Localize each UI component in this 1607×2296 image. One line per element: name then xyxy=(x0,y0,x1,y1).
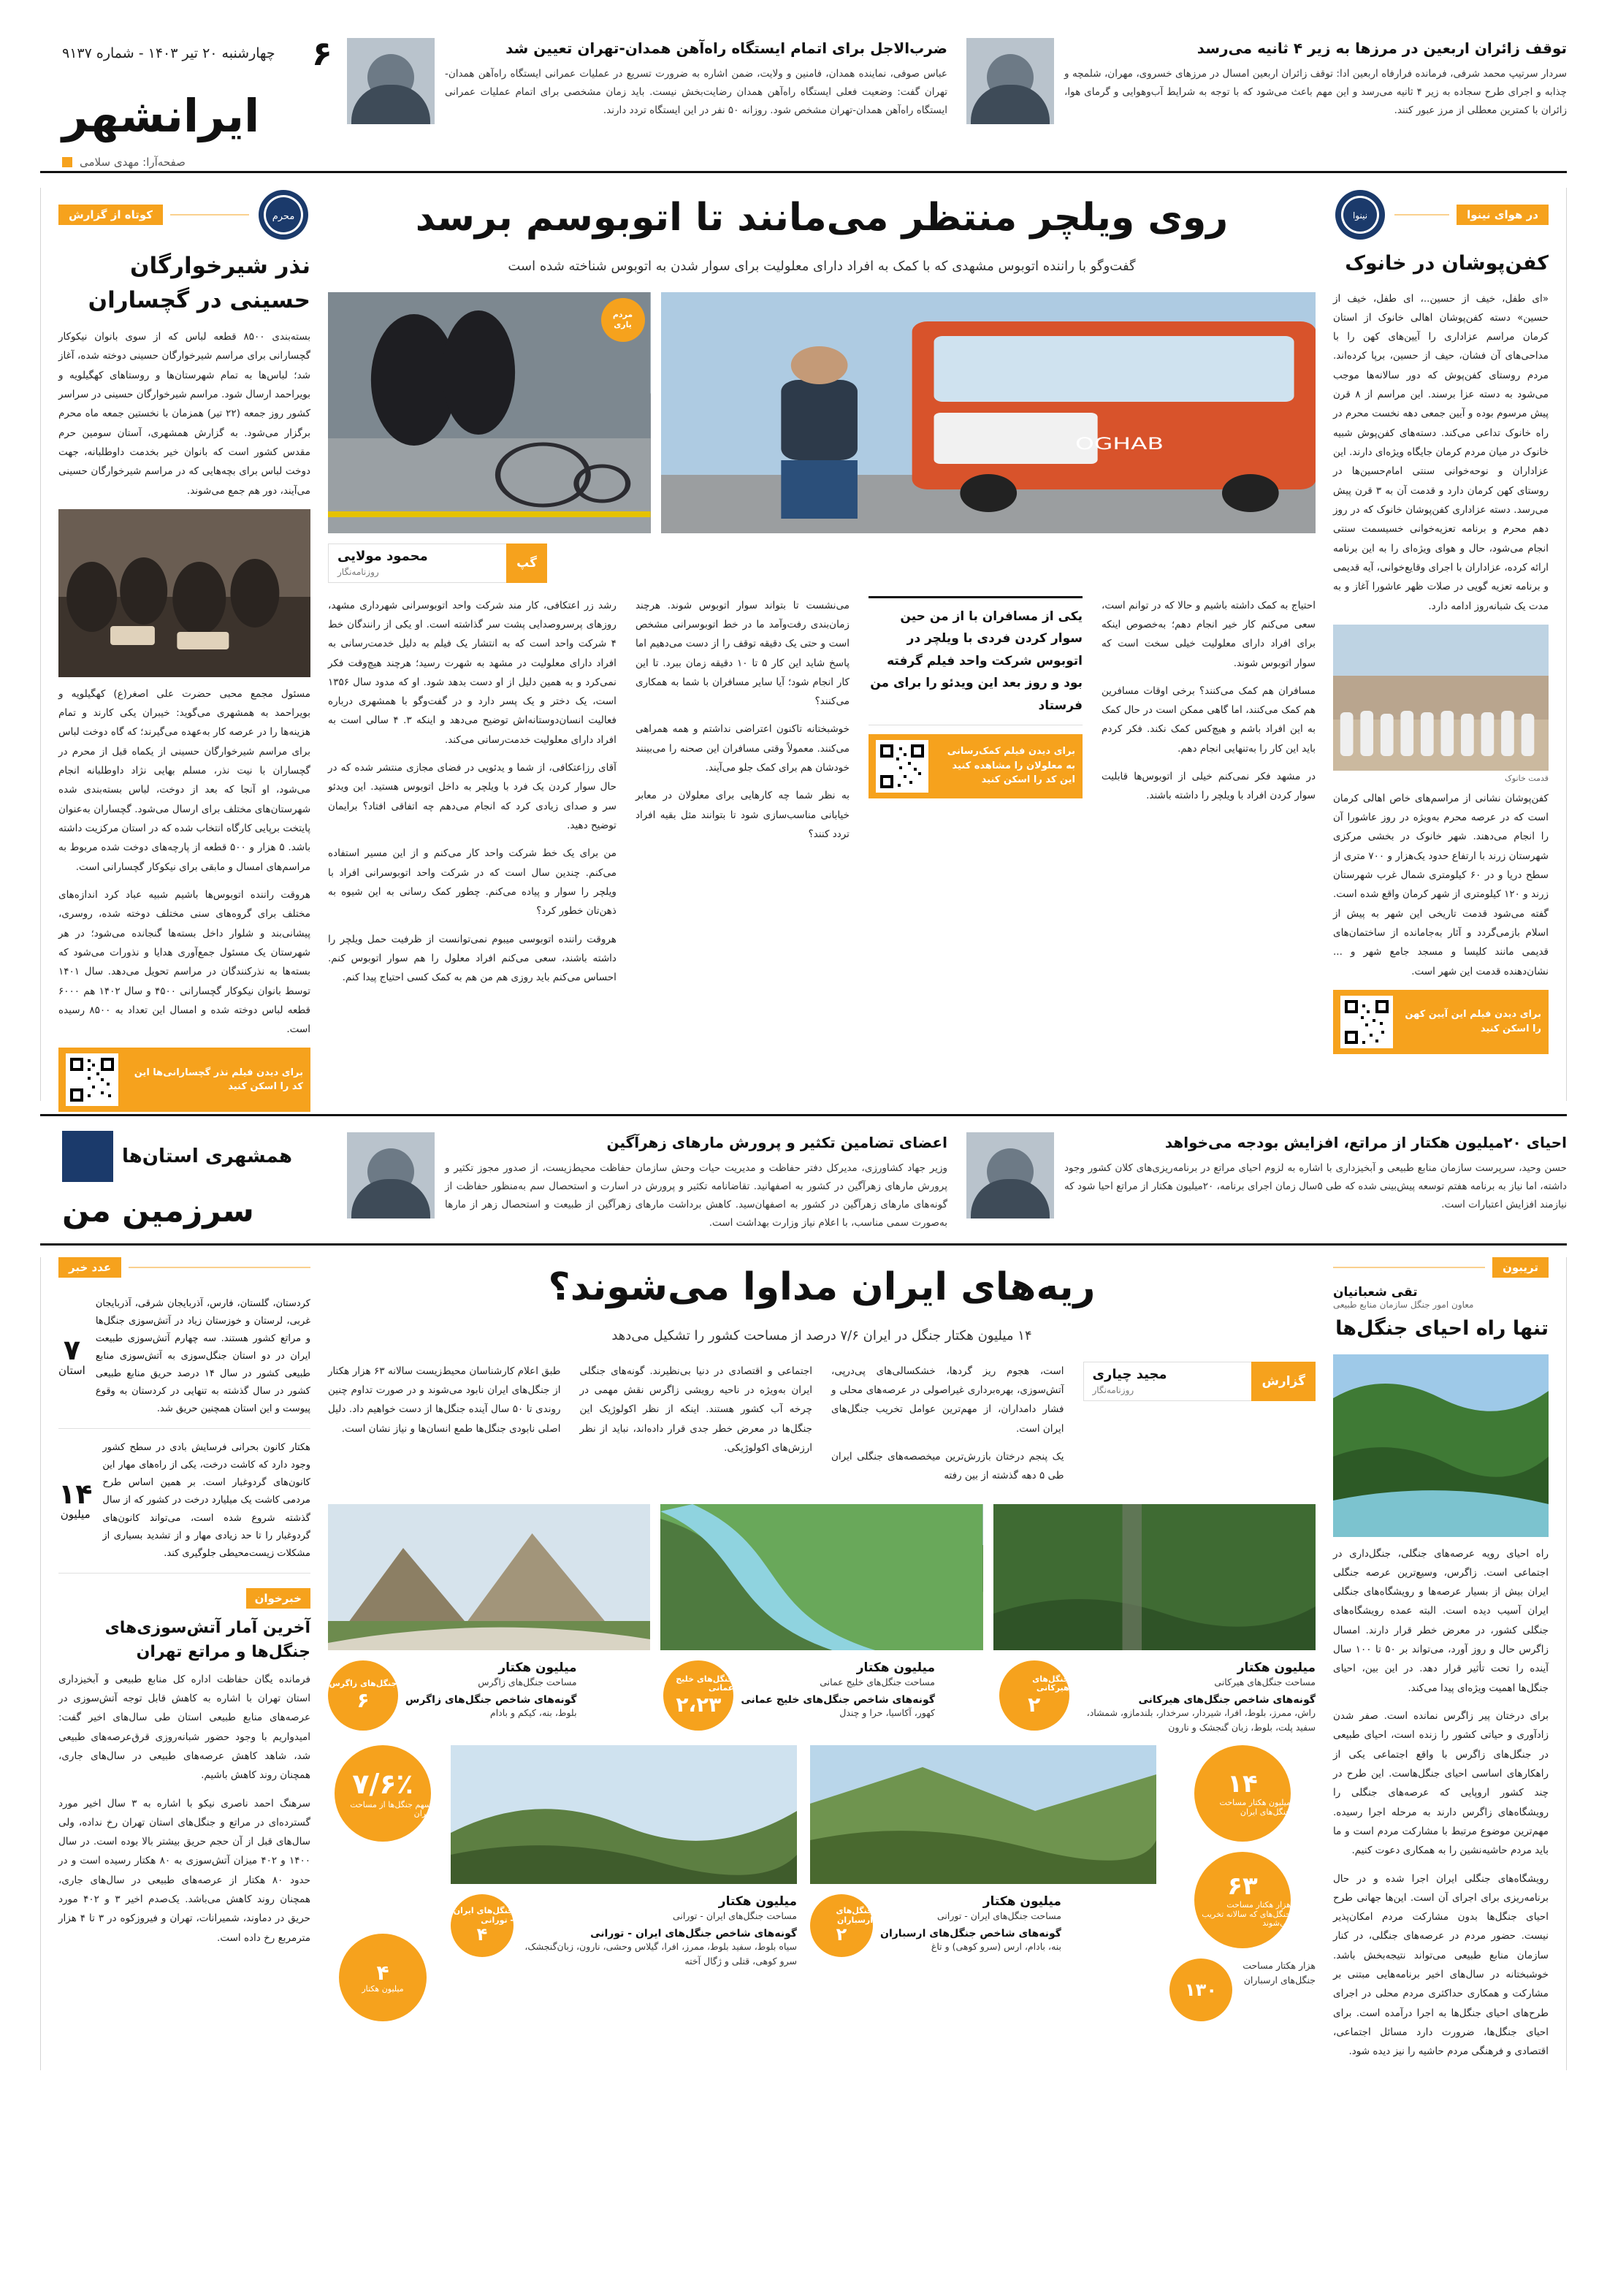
qr-label: برای دیدن فیلم نذر گچسارانی‌ها این کد را اسکن کنید xyxy=(134,1067,303,1093)
column-numbers xyxy=(40,1257,310,2070)
stat-text: هکتار کانون بحرانی فرسایش بادی در سطح کشور وجود دارد که کاشت درخت، یکی از راه‌های مهار این کانون‌های گردوغبار است. بر همین اساس طرح مردمی کاشت یک میلیارد درخت در کشور که از سال گذشته شروع شده است، می‌تواند کانون‌های گردوغبار را تا حد زیادی مهار و از تشدید بسیاری از مشکلات زیست‌محیطی جلوگیری کند. xyxy=(102,1442,310,1559)
stat-text: کردستان، گلستان، فارس، آذربایجان شرقی، آذربایجان غربی، لرستان و خوزستان زیاد در آتش‌سوزی جنگل‌ها و مراتع کشور هستند. سه چهارم آتش‌سوزی طبیعت ایران در دو استان جنگل‌سوزی به آتش‌سوزی منابع طبیعی کشور در سال ۱۴ درصد حریق منابع طبیعی کشور در سال گذشته به تنهایی در کردستان به وقوع پیوست و این استان همچنین حریق شد. xyxy=(95,1298,310,1415)
stat-circle-share xyxy=(335,1745,431,1842)
stat-badge: جنگل‌های ارسباران xyxy=(836,1906,873,1925)
photo-iran-turanian xyxy=(451,1745,797,1884)
upper-section xyxy=(40,188,1567,1101)
paragraph: «ای طفل، خیف از حسین..، ای طفل، خیف از حسین» دسته کفن‌پوشان اهالی خانوک از استان کرمان مراسم عزاداری را آیین‌های کهن را با مداحی‌های آن فشان، حیف از حسین، برپا کرده‌اند. مردم روستای کفن‌پوش که دور سالانه‌ها موجب می‌شود به دسته عزا برسند. این مراسم از ۸ قرن پیش مرسوم بوده و آیین جمعی دهه نخست محرم در راه خانوک تداعی می‌کند. دسته‌های کفن‌پوش شبیه خانوک در میان مردم کرمان جایگاه ویژه‌ای دارند. این عزاداران و نوحه‌خوانی سنتی امام‌حسین‌ها در روستای کهن کرمان دارد و قدمت آن به ۳ قرن پیش می‌رسد. دسته عزاداری کفن‌پوشان خانوک که در روز دهم محرم و برنامه تعزیه‌خوانی خسیسمت سنتی انجام می‌شود، حال و هوای ویژه‌ای را به این برنامه ارائه کرده، عزاداران با اجرای وقایع‌خوانی، آیه قدیمی و برنامه تعزیه گویی در صلات ظهر عاشورا آغاز و به مدت یک شبانه‌روز ادامه دارد. xyxy=(1333,292,1549,612)
species-title: گونه‌های شاخص جنگل‌های زاگرس xyxy=(405,1694,577,1706)
stat-badge: جنگل‌های خلیج عمانی xyxy=(676,1674,734,1693)
column-gachsaran xyxy=(40,188,310,1101)
svg-text:محرم: محرم xyxy=(272,211,295,222)
flag-label: در هوای نینوا xyxy=(1457,205,1549,225)
svg-text:نینوا: نینوا xyxy=(1352,210,1368,221)
species-title: گونه‌های شاخص جنگل‌های خلیج عمانی xyxy=(741,1694,935,1706)
newsfeed-label: خبرخوان xyxy=(246,1588,310,1609)
paragraph: رویشگاه‌های جنگلی ایران اجرا شده و در حال برنامه‌ریزی برای اجرای آن است. این‌ها جهانی طرح احیای جنگل‌ها بدون مشارکت مردم امکان‌پذیر نیست. حضور مردم در عرصه‌های جنگلی، در کنار سازمان منابع طبیعی می‌تواند نتیجه‌بخش باشد. خوشبختانه در سال‌های اخیر برنامه‌هایی مبتنی بر مشارکت و همکاری حداکثری مردم محلی در اجرای طرح‌های احیای جنگل‌ها به اجرا درآمده است. برای احیای جنگل‌ها، ضرورت دارد مسائل اجتماعی، اقتصادی و فرهنگی مردم حاشیه را نیز دیده شود. xyxy=(1333,1872,1549,2058)
brand-subtitle: سرزمین من xyxy=(62,1192,254,1229)
photo-arasbaran xyxy=(810,1745,1156,1884)
qr-code[interactable] xyxy=(876,740,928,793)
brief-text: عباس صوفی، نماینده همدان، فامنین و ولایت، ضمن اشاره به ضرورت تسریع در عملیات عمرانی ایستگاه راه‌آهن همدان-تهران گفت: وضعیت فعلی ایستگاه راه‌آهن همدان رضایت‌بخش نیست. باید زمان مشخصی برای اتمام عملیات عمرانی ایستگاه راه‌آهن همدان-تهران مشخص شود. روزانه ۵۰ نفر در این ایستگاه تردد دارند. xyxy=(445,68,947,116)
paragraph: من برای یک خط شرکت واحد کار می‌کنم و از این مسیر استفاده می‌کنم. چندین سال است که در شرکت واحد اتوبوسرانی افراد با ویلچر را سوار و پیاده می‌کنم. چطور کمک رسانی به این شیوه به ذهن‌تان خطور کرد؟ xyxy=(328,847,617,918)
forest-byline xyxy=(1083,1362,1316,1401)
stat-number: ۷ xyxy=(63,1334,81,1367)
stat-label: مساحت جنگل‌های زاگرس xyxy=(478,1677,577,1688)
tribune-role: معاون امور جنگل سازمان منابع طبیعی xyxy=(1333,1300,1474,1310)
brief-title: توقف زائران اربعین در مرزها به زیر ۴ ثانیه می‌رسد xyxy=(1196,39,1567,57)
brand-square-icon xyxy=(62,1131,113,1182)
forest-stat xyxy=(328,1660,644,1735)
stat-number: ۷/۶٪ xyxy=(352,1767,413,1800)
article-title: کفن‌پوشان در خانوک xyxy=(1345,252,1549,275)
stat-number: ۶۳ xyxy=(1227,1871,1258,1901)
column-khanok xyxy=(1333,188,1567,1101)
paragraph: رشد زر اعتکافی، کار مند شرکت واحد اتوبوسرانی شهرداری مشهد، روزهای پرسروصدایی پشت سر گذاشته است. او یکی از رانندگان خط ۴ شرکت واحد است که به انتشار یک فیلم به دلیل خدمت‌رسانی به افراد دارای معلولیت در مشهد به شهرت رسید؛ هرچند هیچ‌وقت فکر نمی‌کرد و به همین دلیل از او دست بدهد شود. او که مدود سال ۱۳۵۶ است، یک دختر و یک پسر دارد و در گفت‌وگو با همشهری درباره فعالیت انسان‌دوستانه‌اش توضیح می‌دهد و اینکه ۳. ۴ سالی است به افراد دارای معلولیت خدمت‌رسانی می‌کند. xyxy=(328,599,617,746)
paragraph: هروقت راننده اتوبوس‌ها باشیم شبیه عباد کرد اندازه‌های مختلف برای گروه‌های سنی مختلف دوخته شده، روسری، پیشانی‌بند و شلوار داخل بسته‌ها گنجانده می‌شود؛ در هر شهرستان یک مسئول جمع‌آوری هدایا و نذورات می‌شود که بسته‌ها به نذرکنندگان در مراسم تحویل می‌دهد. سال ۱۴۰۱ توسط بانوان نیکوکار گچسارانی ۴۵۰۰ و سال ۱۴۰۲ هم ۶۰۰۰ قطعه لباس دوخته شده و امسال این تعداد به ۸۵۰۰ رسیده است. xyxy=(58,888,311,1036)
stat-unit: میلیون هکتار xyxy=(1237,1660,1316,1676)
paragraph: می‌نشست تا بتواند سوار اتوبوس شوند. هرچند زمان‌بندی رفت‌وآمد ما در خط اتوبوسرانی مشخص است و حتی یک دقیقه توقف را از دست می‌دهیم اما پاسخ شاید این کار ۵ تا ۱۰ دقیقه زمان ببرد. تا این کار انجام شود؛ آیا سایر مسافران با شما به همکاری می‌کنند؟ xyxy=(635,599,850,708)
bus-byline xyxy=(328,544,547,583)
qr-code[interactable] xyxy=(1340,996,1393,1048)
bus-body-columns xyxy=(328,596,1316,996)
qr-code[interactable] xyxy=(66,1053,118,1106)
newsfeed-title: آخرین آمار آتش‌سوزی‌های جنگل‌ها و مراتع تهران xyxy=(104,1618,310,1661)
qr-box-khanok[interactable] xyxy=(1333,990,1549,1054)
brief-item xyxy=(347,1132,947,1232)
photo-gachsaran xyxy=(58,509,310,677)
paragraph: است، هجوم ریز گردها، خشکسالی‌های پی‌در‌پی، آتش‌سوزی، بهره‌برداری غیراصولی در عرصه‌های محلی و فشار دامداران، از مهم‌ترین عوامل تخریب جنگل‌های ایران است. xyxy=(831,1365,1064,1435)
stat-number: ۶ xyxy=(356,1687,370,1712)
brief-item xyxy=(347,38,947,124)
byline-label: گپ xyxy=(506,544,547,583)
stat-unit: میلیون هکتار xyxy=(856,1660,935,1676)
paragraph: هروقت راننده اتوبوسی میبوم نمی‌توانست از ظرفیت حمل ویلچر را داشته باشند، سعی می‌کنم افراد معلول را هم سوار اتوبوس کنم. احساس می‌کنم باید روزی هم من هم به کمک کسی احتیاج پیدا کنم. xyxy=(328,933,617,984)
photo-bus-driver xyxy=(661,292,1316,533)
stat-unit: میلیون هکتار xyxy=(362,1984,404,1994)
stat-label: مساحت جنگل‌های ایران - تورانی xyxy=(936,1910,1061,1922)
species-title: گونه‌های شاخص جنگل‌های هیرکانی xyxy=(1138,1694,1316,1706)
stat-unit: میلیون هکتار xyxy=(498,1660,577,1676)
forest-stat xyxy=(999,1660,1316,1735)
forest-headline: ریه‌های ایران مداوا می‌شوند؟ xyxy=(548,1265,1096,1309)
stat-unit: میلیون هکتار xyxy=(718,1894,797,1910)
stat-circle xyxy=(999,1660,1069,1731)
brief-text: وزیر جهاد کشاورزی، مدیرکل دفتر حفاظت و مدیریت حیات وحش سازمان حفاظت محیط‌زیست، از صدور مجوز تکثیر و پرورش مارهای زهرآگین در کشور به اصفهانید. تقاضانامه تکثیر و پرورش در اسارت و استحصال سم به‌منظور حفاظت از گونه‌های مارهای زهرآگین در کشور به اصفهان‌سید. کاهش برداشت مارهای زهرآگین از طبیعت و استحصال زهر از مارها به‌صورت سمی مناسب، با اعلام نیاز وزارت بهداشت است. xyxy=(445,1162,947,1229)
qr-label: برای دیدن فیلم کمک‌رسانی به معلولان را مشاهده کنید این کد را اسکن کنید xyxy=(947,746,1075,786)
brand-title: همشهری استان‌ها xyxy=(122,1145,292,1167)
stat-number: ۲ xyxy=(836,1924,847,1945)
paragraph: برای درختان پیر زاگرس نمانده است. صفر شدن زاد‌آوری و حیاتی کشور را زنده است، احیای طبیعی در جنگل‌های زاگرس با واقع اجتماعی یکی از راهکارهای اساسی احیای جنگل‌هاست. این طرح در چند کشور اروپایی که عرصه‌های جنگلی را رویشگاه‌های زاگرس دارند به مرحله اجرا رسیده. مهم‌ترین موضوع مرتبط با مشارکت مردم است و ما باید مردم حاشیه‌نشین را به همکاری دعوت کنیم. xyxy=(1333,1710,1549,1857)
forest-photo-row-1 xyxy=(328,1504,1316,1650)
photo-wheelchair-boarding xyxy=(328,292,651,533)
article-body xyxy=(58,327,310,500)
species-list: راش، ممرز، بلوط، افرا، شیردار، سرخدار، بلندمازو، شمشاد، سفید پلت، بلوط، زبان گنجشک و نارون xyxy=(1086,1707,1316,1734)
stat-badge: جنگل‌های زاگرس xyxy=(329,1679,397,1689)
divider xyxy=(40,171,1567,173)
forest-lead-columns xyxy=(328,1362,1316,1495)
stat-label: مساحت جنگل‌های خلیج عمانی xyxy=(820,1677,935,1688)
stat-circle xyxy=(328,1660,398,1731)
mid-briefs xyxy=(347,1124,1567,1232)
brief-title: احیای ۲۰میلیون هکتار از مراتع، افزایش بودجه می‌خواهد xyxy=(1164,1134,1567,1151)
paragraph: کفن‌پوشان نشانی از مراسم‌های خاص اهالی کرمان است که در عرصه محرم به‌ویژه در روز عاشورا آن را انجام می‌دهند. شهر خانوک در بخشی مرکزی شهرستان زرند با ارتفاع حدود یک‌هزار و ۷۰۰ متری از سطح دریا و در ۶۰ کیلومتری شمال غرب شهرستان زرند و ۱۲۰ کیلومتری از شهر کرمان واقع شده است. گفته می‌شود قدمت تاریخی این شهر به پیش از اسلام بازمی‌گردد و آثار به‌جامانده از ساختمان‌های قدیمی مانند کلیسا و مسجد جامع شهر و ... نشان‌دهنده قدمت این شهر است. xyxy=(1333,792,1549,977)
forest-big-stats-left xyxy=(1169,1745,1316,2021)
paragraph: احتیاج به کمک داشته باشیم و حالا که در توانم است، سعی می‌کنم کار خیر انجام دهم؛ به‌خصوص اینکه برای افراد دارای معلولیت خیلی سخت است که سوار اتوبوس شوند. xyxy=(1101,599,1316,669)
stat-unit: استان xyxy=(58,1364,85,1378)
paragraph: راه احیای رویه عرصه‌های جنگلی، جنگل‌داری در اجتماعی است. زاگرس، وسیع‌ترین عرصه جنگلی ایران بیش از بسیار عرصه‌ها و رویشگاه‌های جنگلی ایران آسیب دیده است. البته عمده رویشگاه‌های جنگلی کشور، در معرض خطر قرار دارند. امسال زاگرس حال و روز آورد، می‌تواند بر ۵۰ تا ۱۰۰ سال آینده را تحت تأثیر قرار دهد. در این بین، احیای جنگل‌ها اهمیت ویژه‌ای پیدا می‌کند. xyxy=(1333,1547,1549,1694)
section-flag xyxy=(58,1257,310,1278)
bus-subhead: گفت‌وگو با راننده اتوبوس مشهدی که با کمک به افراد دارای معلولیت برای سوار شدن به اتوبوس شناخته شده است xyxy=(508,259,1136,275)
bus-photo-row xyxy=(328,292,1316,533)
masthead-editor xyxy=(62,156,332,169)
bus-headline: روی ویلچر منتظر می‌مانند تا اتوبوسم برسد xyxy=(415,196,1229,240)
brand-block xyxy=(40,1124,347,1229)
stat-row xyxy=(58,1285,310,1429)
top-strip xyxy=(40,29,1567,169)
stat-badge: جنگل‌های ایران - تورانی xyxy=(453,1906,514,1925)
brief-title: اعضای تضامین تکثیر و پرورش مارهای زهرآگین xyxy=(606,1134,947,1151)
svg-text:OGHAB: OGHAB xyxy=(1074,434,1164,454)
stat-circle xyxy=(1169,1959,1232,2021)
stat-badge: جنگل‌های هیرکانی xyxy=(1032,1674,1069,1693)
forest-photo-row-2 xyxy=(328,1745,1316,2021)
stat-number: ۲،۲۳ xyxy=(676,1693,722,1717)
brief-text: سردار سرتیپ محمد شرفی، فرمانده فرارفاه اربعین ادا: توقف زائران اربعین امسال در مرزهای خسروی، مهران، شلمچه و چذابه و اجرای طرح سجاده به زیر ۴ ثانیه می‌رسد و این مهم باعث می‌شود که با توجه به شرایط آب‌وهوایی و گرمای هوا، زائران با کمترین معطلی از مرز عبور کنند. xyxy=(1064,68,1567,116)
paragraph: طبق اعلام کارشناسان محیط‌زیست سالانه ۶۳ هزار هکتار از جنگل‌های ایران نابود می‌شوند و در صورت تداوم چنین روندی تا ۵۰ سال آینده جنگل‌ها از دست خواهیم داد. دلیل اصلی نابودی جنگل‌ها طمع انسان‌ها و نیاز نشان است. xyxy=(328,1365,561,1435)
column-forest xyxy=(310,1257,1333,2070)
photo-zagros xyxy=(328,1504,650,1650)
paragraph: سرهنگ احمد ناصری نیکو با اشاره به ۳ سال اخیر مورد گسترده‌ای در مراتع و جنگل‌های استان تهران رخ نداده، ولی سال‌های قبل از آن حجم حریق بیشتر بالا بوده است. در سال ۱۴۰۰ و ۴۰۲ میزان آتش‌سوزی به ۸۰ هکتار رسیده است و در حدود ۸۰ هکتار از عرصه‌های طبیعی در سال‌های جاری، همچنان روند کاهش می‌باشد. یک‌صدم اخیر ۳ و ۴۰۲ مورد حریق در دماوند، شمیرانات، تهران و فیروزکوه در ۳ تا ۴ هزار مترمربع رخ داده است. xyxy=(58,1797,311,1944)
species-list: سیاه بلوط، سفید بلوط، ممرز، افرا، گیلاس وحشی، نارون، زبان‌گنجشک، سرو کوهی، قتلی و ژگال آخته xyxy=(524,1941,797,1967)
lower-section xyxy=(40,1257,1567,2070)
paragraph: مسئول مجمع محبی حضرت علی اصغر(ع) کهگیلویه و بویراحمد به همشهری می‌گوید: خیبران یکی کارند و تمام هزینه‌ها را در عرصه کار به‌عهده می‌گیرند؛ که گاه دوخت لباس برای مراسم شیرخوارگان حسینی از یکماه قبل از محرم در گچساران با نیت نذر، مسلم بهایی نژاد داوطلبانه انجام می‌شود، او آنجا که بعد از دوخت، لباس بسته‌بندی شده شهرستان‌های مختلف برای ارسال می‌شود. گچساران به‌عنوان پایتخت برپایی کارگاه انتخاب شده که در استان مرکزیت داشته باشد. ۵ هزار و ۵۰۰ قطعه از پارچه‌های دوخت شده مربوط به مراسم‌های امسال و مابقی برای نیکوکار گچسارانی است. xyxy=(58,687,310,873)
paragraph: فرمانده یگان حفاظت اداره کل منابع طبیعی و آبخیزداری استان تهران با اشاره به کاهش قابل توجه آتش‌سوزی در عرصه‌های منابع طبیعی استان طی سال‌های اخیر گفت: امیدواریم با وجود حضور شبانه‌روزی قرق‌عرصه‌های طبیعی شد، شاهد کاهش عرصه‌های طبیعی در سال‌های جاری، همچنان روند کاهش باشیم. xyxy=(58,1673,310,1782)
tribune-author: تقی شعبانیان xyxy=(1333,1285,1418,1300)
photo-badge: مردم یاری xyxy=(601,298,645,342)
photo-khalij-omani xyxy=(660,1504,982,1650)
byline-name: مجید چیاری xyxy=(1092,1366,1167,1382)
qr-box-bus[interactable] xyxy=(869,734,1083,798)
flag-label: کوتاه از گزارش xyxy=(58,205,163,225)
forest-subhead: ۱۴ میلیون هکتار جنگل در ایران ۷/۶ درصد از مساحت کشور را تشکیل می‌دهد xyxy=(611,1328,1032,1344)
qr-label: برای دیدن فیلم این آیین کهن را اسکن کنید xyxy=(1405,1009,1541,1034)
paragraph: در مشهد فکر نمی‌کنم خیلی از اتوبوس‌ها قابلیت سوار کردن افراد با ویلچر را داشته باشند. xyxy=(1101,771,1316,802)
stat-circle-iran-turanian xyxy=(339,1934,427,2021)
section-flag xyxy=(1333,1257,1549,1278)
article-body xyxy=(1333,289,1549,616)
portrait-photo xyxy=(966,1132,1054,1218)
qr-box-gachsaran[interactable] xyxy=(58,1048,310,1112)
stat-row xyxy=(58,1429,310,1573)
stat-circle xyxy=(810,1894,873,1957)
byline-role: روزنامه‌نگار xyxy=(1092,1384,1134,1395)
byline-role: روزنامه‌نگار xyxy=(337,566,379,577)
photo-tribune xyxy=(1333,1354,1549,1537)
brief-text: حسن وحید، سرپرست سازمان منابع طبیعی و آبخیزداری با اشاره به لزوم احیای مراتع در برنامه‌ریزی‌های کلان کشور وجود داشته، اما نیاز به برنامه هفتم توسعه پیش‌بینی شده که طی ۵سال زمان اجرای برنامه، ۲۰میلیون هکتار از مراتع احیا شود که نیازمند افزایش اعتبارات است. xyxy=(1064,1162,1567,1210)
brief-item xyxy=(966,38,1567,124)
stat-unit: هزار هکتار مساحت جنگل‌های که سالانه تخریب می‌شوند xyxy=(1202,1900,1291,1929)
stat-number: ۱۳۰ xyxy=(1185,1979,1217,2000)
forest-stat xyxy=(451,1894,797,1969)
seal-icon xyxy=(1333,188,1387,242)
date-text: چهارشنبه ۲۰ تیر ۱۴۰۳ - شماره ۹۱۳۷ xyxy=(62,45,275,61)
stat-circle-total-area xyxy=(1194,1745,1291,1842)
brief-item xyxy=(966,1132,1567,1232)
brief-title: ضرب‌الاجل برای اتمام ایستگاه راه‌آهن همدان-تهران تعیین شد xyxy=(505,39,947,57)
paragraph: اجتماعی و اقتصادی در دنیا بی‌نظیرند. گونه‌های جنگلی ایران به‌ویژه در ناحیه رویشی زاگرس نقش مهمی در چرخه آب کشور هستند. اینکه از نظر اکولوژیک این جنگل‌ها در معرض خطر جدی قرار داده‌اند، نباید از نظر ارزش‌های اکولوژیکی. xyxy=(579,1365,812,1454)
section-flag xyxy=(1333,188,1549,242)
square-icon xyxy=(62,157,72,167)
species-list: بنه، بادام، ارس (سرو کوهی) و تاغ xyxy=(931,1941,1061,1953)
stat-label: مساحت جنگل‌های هیرکانی xyxy=(1214,1677,1316,1688)
portrait-photo xyxy=(347,38,435,124)
byline-name: محمود مولایی xyxy=(337,548,428,564)
masthead-logo: ایرانشهر xyxy=(62,89,260,142)
masthead xyxy=(40,29,347,169)
paragraph: یک پنجم درختان بازرش‌ترین میخصصه‌های جنگلی ایران طی ۵ دهه گذشته از بین رفته xyxy=(831,1450,1064,1482)
divider xyxy=(40,1243,1567,1246)
photo-caption: قدمت خانوک xyxy=(1505,773,1549,783)
stat-number: ۱۴ xyxy=(1227,1769,1258,1799)
mid-briefs-strip xyxy=(40,1124,1567,1233)
stat-number: ۱۴ xyxy=(58,1478,93,1511)
portrait-photo xyxy=(347,1132,435,1218)
forest-stat xyxy=(810,1894,1156,1957)
flag-label: عدد خبر xyxy=(58,1257,121,1278)
paragraph: آقای رزاعتکافی، از شما و یدئویی در فضای مجازی منتشر شده که در حال سوار کردن یک فرد با ویلچر به داخل اتوبوس هستید. این ویدئو سر و صدای زیادی کرد که انجام می‌دهم چه اتفاقی افتاد؟ برایمان توضیح دهید. xyxy=(328,762,617,832)
divider xyxy=(40,1114,1567,1116)
species-title: گونه‌های شاخص جنگل‌های ایران - تورانی xyxy=(590,1928,797,1940)
column-bus-article xyxy=(310,188,1333,1101)
stat-number: ۴ xyxy=(376,1961,389,1986)
newsfeed-block xyxy=(58,1588,310,1948)
paragraph: به نظر شما چه کارهایی برای معلولان در معابر خیابانی مناسب‌سازی شود تا بتوانند مثل بقیه افراد تردد کنند؟ xyxy=(635,790,850,841)
portrait-photo xyxy=(966,38,1054,124)
stat-label: مساحت جنگل‌های ایران - تورانی xyxy=(673,1910,797,1922)
stat-circle xyxy=(663,1660,733,1731)
page-number: ۶ xyxy=(311,34,332,73)
stat-unit: میلیون هکتار مساحت جنگل‌های ایران xyxy=(1219,1798,1291,1817)
paragraph: مسافران هم کمک می‌کنند؟ برخی اوقات مسافرین هم کمک می‌کنند، اما گاهی ممکن است در حال کمک به این افراد باشم و هیچ‌کس کمک نکند. فکر کردم باید این کار را به‌تنهایی انجام دهم. xyxy=(1101,684,1316,755)
editor-name: صفحه‌آرا: مهدی سلامی xyxy=(80,156,186,169)
pull-quote: یکی از مسافران با از من حین سوار کردن فردی با ویلچر در اتوبوس شرکت واحد فیلم گرفته بود و روز بعد این ویدئو را برای من فرستاد xyxy=(869,596,1083,725)
stat-circle-destroyed xyxy=(1194,1852,1291,1948)
paragraph: بسته‌بندی ۸۵۰۰ قطعه لباس که از سوی بانوان نیکوکار گچسارانی برای مراسم شیرخوارگان حسینی دوخته شده، آغاز شد؛ لباس‌ها به تمام شهرستان‌ها و روستاهای کهگیلویه و بویراحمد ارسال شود. مراسم شیرخوارگان حسینی در سراسر کشور روز جمعه (۲۲ تیر) همزمان با نخستین جمعه ماه محرم برگزار می‌شود. به گزارش همشهری، آستان سومین حرم مقدس کشور است که بانوان خیر بخدمت داوطلبانه، جهت دوخت لباس برای بچه‌هایی که در مراسم شیرخوارگان حسینی می‌آیند، دور هم جمع می‌شوند. xyxy=(58,331,310,497)
top-briefs xyxy=(347,29,1567,124)
masthead-dateline xyxy=(62,34,332,73)
forest-stat xyxy=(1169,1959,1316,2021)
flag-label: تریبون xyxy=(1492,1257,1549,1278)
column-tribune xyxy=(1333,1257,1567,2070)
stat-unit: هزار هکتار مساحت جنگل‌های ارسباران xyxy=(1243,1960,1316,1986)
forest-big-stats-right xyxy=(328,1745,438,2021)
stat-unit: سهم جنگل‌ها از مساحت ایران xyxy=(350,1799,431,1819)
article-title: نذر شیرخوارگان حسینی در گچساران xyxy=(88,253,310,313)
byline-label: گزارش xyxy=(1251,1362,1316,1401)
stat-unit: میلیون هکتار xyxy=(982,1894,1061,1910)
seal-icon xyxy=(256,188,310,242)
forest-stat xyxy=(663,1660,980,1735)
stat-unit: میلیون xyxy=(60,1508,91,1522)
stat-number: ۴ xyxy=(476,1924,488,1945)
species-list: بلوط، بنه، کیکم و بادام xyxy=(489,1707,577,1719)
photo-hyrcanian xyxy=(993,1504,1316,1650)
species-title: گونه‌های شاخص جنگل‌های ارسباران xyxy=(880,1928,1061,1940)
species-list: کهور، آکاسیا، حرا و چندل xyxy=(839,1707,935,1719)
forest-stats-row-1 xyxy=(328,1660,1316,1735)
section-flag xyxy=(58,188,310,242)
paragraph: خوشبختانه تاکنون اعتراضی نداشتم و همه همراهی می‌کنند. معمولاً وقتی مسافران این صحنه را می‌بینند خودشان هم برای کمک جلو می‌آیند. xyxy=(635,723,850,774)
stat-number: ۲ xyxy=(1028,1693,1041,1717)
photo-khanok xyxy=(1333,625,1549,771)
stat-circle xyxy=(451,1894,514,1957)
tribune-title: تنها راه احیای جنگل‌ها xyxy=(1335,1317,1549,1340)
